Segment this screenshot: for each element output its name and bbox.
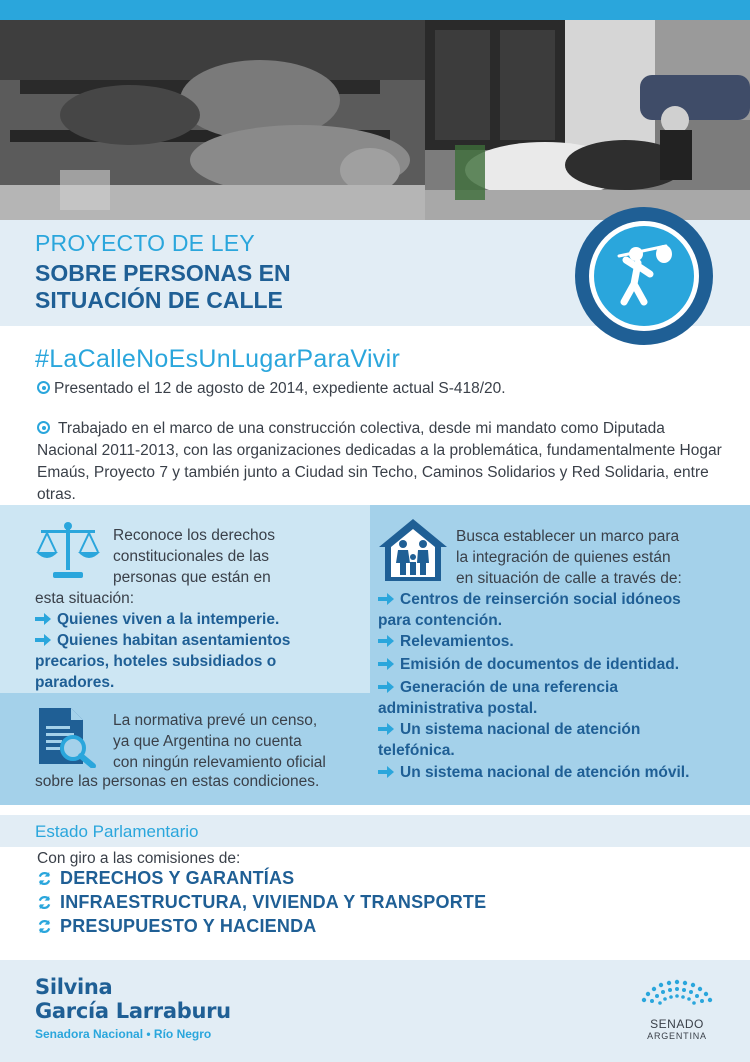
scales-icon [35, 520, 101, 587]
document-search-icon [35, 706, 99, 773]
marco-item-4: Generación de una referencia administrativa postal. [378, 679, 618, 717]
marco-line-3: en situación de calle a través de: [456, 570, 682, 587]
arrow-right-icon [378, 766, 394, 778]
walking-person-badge [575, 207, 713, 345]
marco-item-1: Centros de reinserción social idóneos para contención. [378, 591, 681, 629]
derechos-line-2: constitucionales de las [113, 548, 269, 565]
bullet-circle-icon [37, 421, 50, 434]
marco-item-2: Relevamientos. [378, 631, 514, 652]
family-house-icon [377, 517, 449, 588]
comision-item: INFRAESTRUCTURA, VIVIENDA Y TRANSPORTE [37, 892, 486, 913]
derechos-item-1: Quienes viven a la intemperie. [35, 609, 279, 630]
derechos-line-3: personas que están en [113, 569, 271, 586]
derechos-intro [113, 525, 275, 588]
argentina-logo-text: ARGENTINA [647, 1031, 707, 1041]
marco-line-2: la integración de quienes están [456, 549, 671, 566]
arrow-right-icon [35, 634, 51, 646]
senator-name [35, 975, 231, 1023]
photo-bench-sleeping [0, 20, 425, 220]
trabajado-paragraph [37, 418, 727, 506]
title-line-2: SOBRE PERSONAS EN [35, 260, 291, 286]
marco-item-6: Un sistema nacional de atención móvil. [378, 762, 689, 783]
refresh-icon [37, 895, 52, 910]
comision-item: DERECHOS Y GARANTÍAS [37, 868, 294, 889]
censo-line-4: sobre las personas en estas condiciones. [35, 773, 320, 790]
senator-last-name: García Larraburu [35, 999, 231, 1023]
giro-text: Con giro a las comisiones de: [37, 850, 241, 867]
senado-hemicycle-logo [638, 978, 716, 1018]
senator-role: Senadora Nacional • Río Negro [35, 1027, 212, 1041]
derechos-item-2: Quienes habitan asentamientos precarios, hoteles subsidiados o paradores. [35, 632, 291, 691]
censo-line-3: con ningún relevamiento oficial [113, 754, 326, 771]
arrow-right-icon [378, 723, 394, 735]
arrow-right-icon [378, 635, 394, 647]
title-proyecto-de-ley: PROYECTO DE LEY [35, 230, 255, 256]
arrow-right-icon [378, 593, 394, 605]
censo-line-1: La normativa prevé un censo, [113, 712, 318, 729]
hashtag: #LaCalleNoEsUnLugarParaVivir [35, 345, 401, 373]
derechos-line-1: Reconoce los derechos [113, 527, 275, 544]
marco-intro [456, 526, 682, 589]
bullet-circle-icon [37, 381, 50, 394]
title-subject [35, 260, 291, 314]
senado-logo-text: SENADO [650, 1017, 704, 1031]
marco-item-5: Un sistema nacional de atención telefónica. [378, 721, 641, 759]
presentado-text: Presentado el 12 de agosto de 2014, expediente actual S-418/20. [54, 380, 506, 397]
photo-street-belongings [425, 20, 750, 220]
marco-line-1: Busca establecer un marco para [456, 528, 680, 545]
comision-item: PRESUPUESTO Y HACIENDA [37, 916, 316, 937]
presentado-paragraph [37, 380, 506, 398]
refresh-icon [37, 919, 52, 934]
senator-first-name: Silvina [35, 975, 113, 999]
arrow-right-icon [378, 658, 394, 670]
derechos-line-4: esta situación: [35, 590, 135, 607]
trabajado-text: Trabajado en el marco de una construcción colectiva, desde mi mandato como Diputada Nacional 2011-2013, con las organizaciones dedicadas a la problemática, fundamentalmente Hogar Emaús, Proyecto 7 y también junto a Ciudad sin Techo, Caminos Solidarios y Red Solidaria, entre otras. [37, 420, 722, 503]
walking-bindle-icon [594, 226, 694, 326]
top-accent-bar [0, 0, 750, 20]
marco-item-3: Emisión de documentos de identidad. [378, 654, 679, 675]
censo-text [113, 710, 326, 773]
estado-title: Estado Parlamentario [35, 822, 199, 841]
refresh-icon [37, 871, 52, 886]
title-line-3: SITUACIÓN DE CALLE [35, 287, 283, 313]
arrow-right-icon [378, 681, 394, 693]
arrow-right-icon [35, 613, 51, 625]
censo-line-2: ya que Argentina no cuenta [113, 733, 302, 750]
